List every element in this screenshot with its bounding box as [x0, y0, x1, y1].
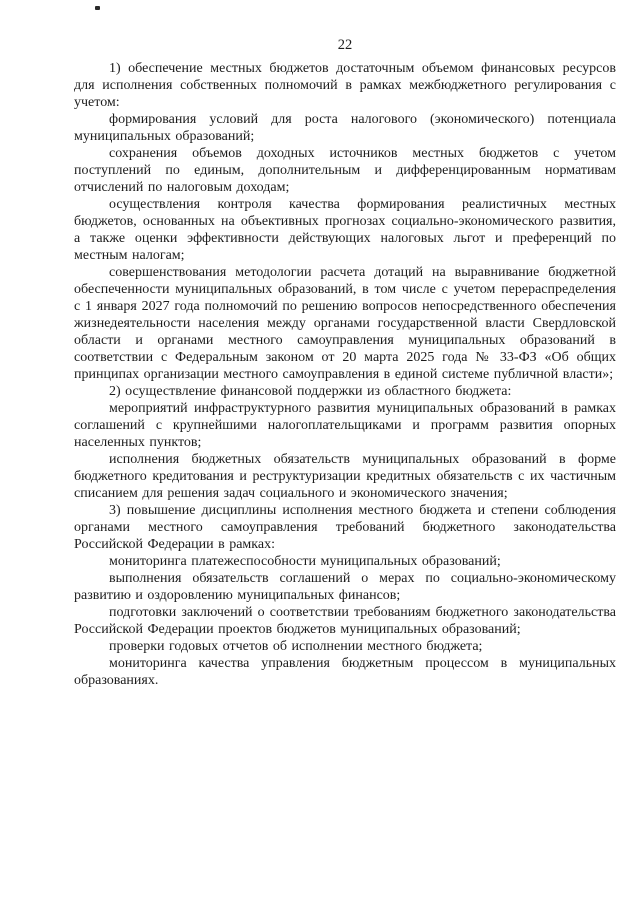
- paragraph: мониторинга качества управления бюджетным процессом в муниципальных образованиях.: [74, 656, 616, 688]
- page-number: 22: [337, 37, 353, 53]
- paragraph: проверки годовых отчетов об исполнении местного бюджета;: [109, 639, 483, 654]
- paragraph: осуществления контроля качества формирования реалистичных местных бюджетов, основанных на объективных прогнозах социально-экономического развития, а также оценки эффективности действующих налоговых льгот и преференций по местным налогам;: [74, 197, 616, 263]
- paragraph: 1) обеспечение местных бюджетов достаточным объемом финансовых ресурсов для исполнения собственных полномочий в рамках межбюджетного регулирования с учетом:: [74, 61, 616, 110]
- paragraph: исполнения бюджетных обязательств муниципальных образований в форме бюджетного кредитования и реструктуризации кредитных обязательств с их частичным списанием для решения задач социального и экономического значения;: [74, 452, 616, 501]
- paragraph: выполнения обязательств соглашений о мерах по социально-экономическому развитию и оздоровлению муниципальных финансов;: [74, 571, 616, 603]
- paragraph: формирования условий для роста налогового (экономического) потенциала муниципальных образований;: [74, 112, 616, 144]
- paragraph: 3) повышение дисциплины исполнения местного бюджета и степени соблюдения органами местного самоуправления требований бюджетного законодательства Российской Федерации в рамках:: [74, 503, 616, 552]
- document-body: [74, 60, 616, 689]
- paragraph: мониторинга платежеспособности муниципальных образований;: [109, 554, 501, 569]
- scan-artifact-dot: [95, 6, 100, 10]
- paragraph: совершенствования методологии расчета дотаций на выравнивание бюджетной обеспеченности муниципальных образований, в том числе с учетом перераспределения с 1 января 2027 года полномочий по решению вопросов непосредственного обеспечения жизнедеятельности населения между органами государственной власти Свердловской области и органами местного самоуправления муниципальных образований в соответствии с Федеральным законом от 20 марта 2025 года № 33-ФЗ «Об общих принципах организации местного самоуправления в единой системе публичной власти»;: [74, 265, 616, 382]
- paragraph: мероприятий инфраструктурного развития муниципальных образований в рамках соглашений с крупнейшими налогоплательщиками и программ развития опорных населенных пунктов;: [74, 401, 616, 450]
- paragraph: сохранения объемов доходных источников местных бюджетов с учетом поступлений по единым, дополнительным и дифференцированным нормативам отчислений по налоговым доходам;: [74, 146, 616, 195]
- paragraph: подготовки заключений о соответствии требованиям бюджетного законодательства Российской Федерации проектов бюджетов муниципальных образований;: [74, 605, 616, 637]
- paragraph: 2) осуществление финансовой поддержки из областного бюджета:: [109, 384, 512, 399]
